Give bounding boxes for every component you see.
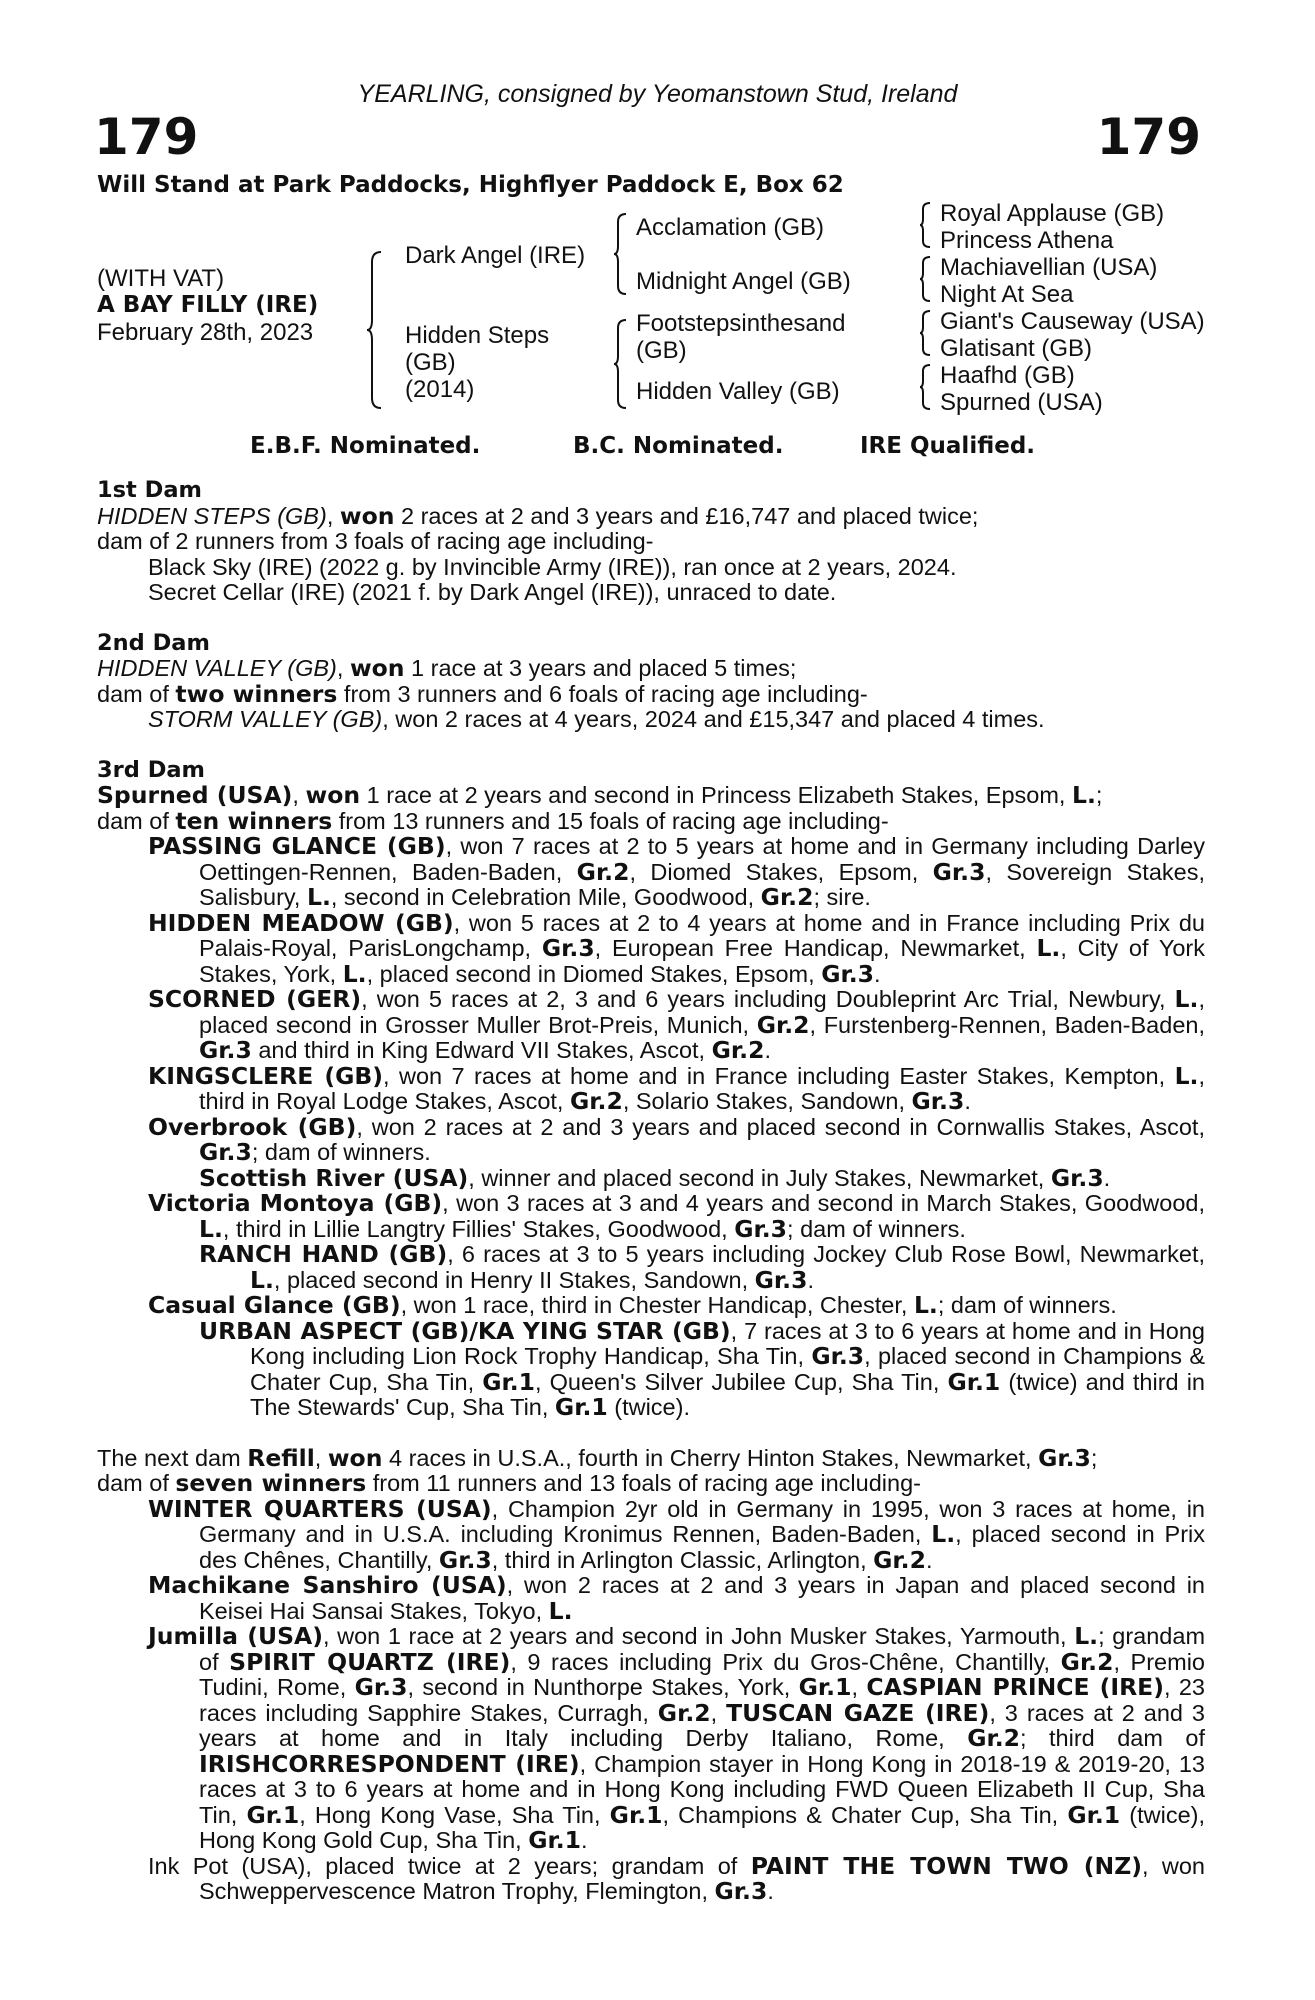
second-dam-section: [97, 631, 1205, 733]
grade-label: Gr.1: [528, 1826, 582, 1854]
grade-label: Gr.3: [714, 1877, 768, 1905]
grade-label: Gr.3: [932, 857, 986, 886]
grade-label: L.: [548, 1596, 573, 1625]
pedigree-brace-g2: [920, 255, 932, 303]
foal-name: STORM VALLEY (GB): [148, 706, 383, 732]
entry-text: , won 7 races at home and in France including Easter Stakes, Kempton,: [383, 1062, 1175, 1089]
entry-text: , placed second in Grosser Muller Brot-Preis, Munich,: [199, 986, 1205, 1038]
entry-text: , won 3 races at 3 and 4 years and second in March Stakes, Goodwood,: [442, 1190, 1205, 1216]
record-text: 1 race at 2 years and second in Princess Elizabeth Stakes, Epsom,: [360, 782, 1072, 808]
progeny-entry: [97, 908, 1205, 988]
entry-text: , 9 races including Prix du Gros-Chêne, Chantilly,: [510, 1648, 1061, 1675]
entry-text: , 3 races at 2 and 3 years at home and in Italy including Derby Italiano, Rome,: [199, 1699, 1205, 1751]
first-dam-record: HIDDEN STEPS (GB), won 2 races at 2 and 3 years and £16,747 and placed twice;: [97, 501, 979, 530]
second-dam-record: HIDDEN VALLEY (GB), won 1 race at 3 years and placed 5 times;: [97, 654, 797, 682]
horse-name: A BAY FILLY (IRE): [97, 292, 319, 318]
entry-text: , European Free Handicap, Newmarket,: [594, 935, 1037, 961]
grade-label: L.: [306, 883, 331, 911]
grade-label: L.: [1174, 985, 1199, 1013]
third-dam-record: Spurned (USA), won 1 race at 2 years and second in Princess Elizabeth Stakes, Epsom, L.;: [97, 781, 1103, 809]
second-dam-heading: 2nd Dam: [97, 629, 210, 656]
grade-label: Gr.3: [199, 1036, 252, 1064]
record-text: ;: [1095, 782, 1103, 808]
intro-text: The next dam: [97, 1444, 248, 1471]
progeny-entry: [97, 1624, 1205, 1854]
progeny-name: PASSING GLANCE (GB): [148, 832, 446, 860]
second-dam-record-text: 1 race at 3 years and placed 5 times;: [404, 655, 797, 681]
grandparent-8: Spurned (USA): [940, 389, 1103, 416]
dam-dam-name: Hidden Valley (GB): [636, 378, 840, 405]
grandparent-3: Machiavellian (USA): [940, 254, 1158, 281]
grade-label: Gr.2: [657, 1698, 711, 1727]
winners-count: two winners: [175, 679, 338, 708]
grade-label: Gr.3: [199, 1138, 252, 1166]
grade-label: L.: [250, 1265, 274, 1294]
entry-text: , third in Royal Lodge Stakes, Ascot,: [199, 1062, 1205, 1114]
entry-text: .: [925, 1546, 933, 1573]
progeny-entry: [97, 1851, 1206, 1905]
record-text: 4 races in U.S.A., fourth in Cherry Hinton Stakes, Newmarket,: [382, 1444, 1039, 1471]
progeny-entry: [97, 1061, 1205, 1115]
dam-sire-line2: (GB): [636, 337, 687, 364]
ebf-nomination: E.B.F. Nominated.: [250, 433, 481, 459]
dam-name-line1: Hidden Steps: [405, 322, 550, 349]
third-dam-produce: [97, 806, 1205, 835]
grandparent-1: Royal Applause (GB): [940, 200, 1165, 227]
entry-text: .: [807, 1266, 814, 1293]
grade-label: Gr.3: [1038, 1443, 1091, 1472]
progeny-name: WINTER QUARTERS (USA): [148, 1494, 492, 1523]
grandprogeny-entry: [97, 1242, 1205, 1293]
first-dam-section: [97, 478, 1205, 606]
entry-text: , winner and placed second in July Stakes, Newmarket,: [468, 1164, 1051, 1191]
entry-text: ,: [851, 1674, 867, 1700]
grandparent-5: Giant's Causeway (USA): [940, 308, 1205, 335]
progeny-name: Machikane Sanshiro (USA): [148, 1571, 507, 1599]
first-dam-produce: dam of 2 runners from 3 foals of racing age including-: [97, 528, 654, 554]
third-dam-section: [97, 758, 1205, 1421]
entry-text: , City of York Stakes, York,: [199, 935, 1205, 987]
grade-label: L.: [1074, 1622, 1099, 1650]
progeny-name: Jumilla (USA): [148, 1622, 323, 1650]
grade-label: Gr.2: [756, 1010, 810, 1039]
first-dam-foal-1: Black Sky (IRE) (2022 g. by Invincible Army (IRE)), ran once at 2 years, 2024.: [148, 553, 957, 580]
grade-label: L.: [931, 1520, 956, 1548]
pedigree-brace-sire: [614, 212, 628, 296]
grade-label: Gr.3: [754, 1265, 808, 1294]
won-label: won: [305, 781, 361, 809]
bc-nomination: B.C. Nominated.: [573, 433, 784, 459]
entry-text: , placed second in Prix des Chênes, Chantilly,: [199, 1521, 1206, 1573]
second-dam-foal-1: [97, 707, 1205, 733]
grade-label: Gr.3: [911, 1087, 965, 1115]
entry-text: , placed second in Champions & Chater Cup, Sha Tin,: [250, 1343, 1205, 1395]
progeny-name: Casual Glance (GB): [148, 1291, 401, 1319]
progeny-name: PAINT THE TOWN TWO (NZ): [750, 1851, 1142, 1880]
progeny-name: TUSCAN GAZE (IRE): [726, 1698, 990, 1727]
progeny-name: SCORNED (GER): [148, 985, 362, 1013]
next-dam-section: [97, 1443, 1206, 1905]
grade-label: Gr.1: [246, 1800, 300, 1829]
progeny-entry: [97, 1573, 1205, 1624]
entry-text: , won 2 races at 2 and 3 years and placed second in Cornwallis Stakes, Ascot,: [356, 1113, 1205, 1140]
grade-label: Gr.2: [873, 1545, 926, 1574]
lot-number-left: 179: [94, 108, 199, 166]
entry-text: ; grandam of: [199, 1623, 1206, 1675]
first-dam-foal-2: Secret Cellar (IRE) (2021 f. by Dark Angel (IRE)), unraced to date.: [148, 579, 837, 605]
entry-text: , Sovereign Stakes, Salisbury,: [199, 858, 1205, 910]
grade-label: Gr.3: [1050, 1163, 1104, 1192]
entry-text: , Champion stayer in Hong Kong in 2018-19 & 2019-20, 13 races at 3 to 6 years at home and in Hong Kong including FWD Queen Elizabeth II Cup, Sha Tin,: [199, 1750, 1206, 1828]
entry-text: , won Schweppervescence Matron Trophy, Flemington,: [199, 1852, 1206, 1904]
consignor-line: YEARLING, consigned by Yeomanstown Stud, Ireland: [357, 80, 958, 108]
entry-text: , second in Celebration Mile, Goodwood,: [330, 884, 761, 910]
grade-label: Gr.2: [967, 1724, 1020, 1752]
grade-label: L.: [342, 959, 367, 988]
progeny-name: Victoria Montoya (GB): [148, 1189, 443, 1217]
sire-name: Dark Angel (IRE): [405, 242, 586, 269]
entry-text: ; dam of winners.: [937, 1292, 1117, 1318]
entry-text: .: [581, 1827, 588, 1853]
progeny-name: KINGSCLERE (GB): [148, 1061, 384, 1090]
won-label: won: [339, 501, 395, 530]
third-dam-heading: 3rd Dam: [97, 756, 205, 783]
grandprogeny-entry: [97, 1163, 1205, 1192]
progeny-entry: [97, 1191, 1205, 1242]
entry-text: ; sire.: [813, 884, 871, 910]
entry-text: .: [767, 1878, 774, 1904]
entry-text: , Champions & Chater Cup, Sha Tin,: [662, 1801, 1068, 1828]
first-dam-name: HIDDEN STEPS (GB): [97, 502, 327, 529]
grade-label: Gr.3: [541, 934, 595, 962]
entry-text: ; dam of winners.: [251, 1139, 431, 1165]
grade-label: Gr.1: [554, 1393, 608, 1421]
entry-text: .: [1103, 1164, 1111, 1191]
pedigree-brace-1: [367, 250, 383, 410]
grade-label: Gr.3: [354, 1673, 408, 1701]
grade-label: Gr.2: [570, 1087, 623, 1115]
lot-number-right: 179: [1096, 108, 1201, 166]
entry-text: , won 5 races at 2, 3 and 6 years including Doubleprint Arc Trial, Newbury,: [361, 986, 1175, 1012]
progeny-entry: [97, 987, 1205, 1064]
produce-text: from 3 runners and 6 foals of racing age including-: [337, 680, 868, 707]
record-text: ;: [1090, 1444, 1098, 1471]
entry-text: , third in Lillie Langtry Fillies' Stakes, Goodwood,: [222, 1215, 735, 1242]
progeny-entry: [97, 834, 1205, 911]
grade-label: Gr.3: [811, 1342, 865, 1370]
grade-label: L.: [1036, 934, 1061, 962]
grade-label: Gr.2: [711, 1036, 765, 1064]
won-label: won: [327, 1443, 383, 1472]
entry-text: .: [764, 1037, 771, 1063]
grandparent-7: Haafhd (GB): [940, 362, 1075, 389]
pedigree-brace-g3: [920, 309, 932, 357]
next-dam-record: The next dam Refill, won 4 races in U.S.A., fourth in Cherry Hinton Stakes, Newmarket, Gr.3;: [97, 1443, 1098, 1472]
second-dam-name: HIDDEN VALLEY (GB): [97, 655, 337, 681]
winners-count: ten winners: [175, 806, 333, 835]
stand-location: Will Stand at Park Paddocks, Highflyer Paddock E, Box 62: [97, 172, 844, 198]
entry-text: , Furstenberg-Rennen, Baden-Baden,: [809, 1011, 1205, 1038]
first-dam-record-text: 2 races at 2 and 3 years and £16,747 and placed twice;: [394, 502, 979, 529]
foal-record: , won 2 races at 4 years, 2024 and £15,347 and placed 4 times.: [382, 706, 1045, 732]
next-dam-produce: [97, 1471, 1205, 1497]
second-dam-produce: [97, 679, 1205, 708]
entry-text: , won 7 races at 2 to 5 years at home and in Germany including Darley Oettingen-Rennen, Baden-Baden,: [199, 833, 1205, 885]
entry-text: , Champion 2yr old in Germany in 1995, won 3 races at home, in Germany and in U.S.A. including Kronimus Rennen, Baden-Baden,: [199, 1495, 1205, 1547]
grade-label: Gr.3: [734, 1214, 788, 1243]
winners-count: seven winners: [175, 1469, 367, 1497]
foaling-date: February 28th, 2023: [97, 319, 314, 346]
entry-text: , 6 races at 3 to 5 years including Jockey Club Rose Bowl, Newmarket,: [447, 1241, 1206, 1267]
grade-label: Gr.3: [438, 1545, 492, 1574]
pedigree-brace-g4: [920, 363, 932, 411]
grade-label: Gr.1: [947, 1367, 1001, 1396]
entry-text: and third in King Edward VII Stakes, Ascot,: [251, 1037, 712, 1063]
progeny-name: Overbrook (GB): [148, 1112, 357, 1141]
ire-qualified: IRE Qualified.: [860, 433, 1036, 459]
entry-text: , 7 races at 3 to 6 years at home and in Hong Kong including Lion Rock Trophy Handicap, Sha Tin,: [250, 1317, 1205, 1369]
grade-label: Gr.3: [821, 959, 874, 988]
entry-text: , Premio Tudini, Rome,: [199, 1648, 1205, 1700]
progeny-name: IRISHCORRESPONDENT (IRE): [199, 1749, 580, 1778]
progeny-entry: [97, 1494, 1206, 1574]
dam-name-line2: (GB): [405, 349, 456, 376]
grade-label: Gr.2: [576, 857, 630, 886]
pedigree-brace-dam: [614, 318, 628, 410]
entry-text: .: [874, 960, 881, 987]
sire-dam-name: Midnight Angel (GB): [636, 268, 851, 295]
entry-text: , second in Nunthorpe Stakes, York,: [407, 1674, 799, 1700]
progeny-name: Scottish River (USA): [199, 1163, 469, 1192]
won-label: won: [349, 654, 405, 682]
progeny-name: URBAN ASPECT (GB)/KA YING STAR (GB): [199, 1316, 731, 1345]
grade-label: Gr.1: [1067, 1800, 1121, 1829]
grade-label: Gr.2: [1060, 1647, 1114, 1676]
grandparent-6: Glatisant (GB): [940, 335, 1093, 362]
produce-text: from 11 runners and 13 foals of racing age including-: [366, 1470, 921, 1496]
entry-text: , third in Arlington Classic, Arlington,: [491, 1546, 874, 1573]
grandparent-2: Princess Athena: [940, 227, 1114, 254]
grade-label: Gr.1: [798, 1673, 852, 1701]
third-dam-name: Spurned (USA): [97, 781, 293, 809]
progeny-name: RANCH HAND (GB): [199, 1240, 448, 1268]
progeny-name: SPIRIT QUARTZ (IRE): [229, 1647, 511, 1676]
grade-label: L.: [1174, 1061, 1199, 1090]
entry-text: .: [964, 1088, 971, 1114]
grade-label: Gr.1: [609, 1800, 663, 1829]
produce-text: dam of: [97, 1470, 176, 1496]
grade-label: L.: [1071, 781, 1096, 809]
grandprogeny-entry: [97, 1316, 1205, 1421]
vat-note: (WITH VAT): [97, 265, 225, 292]
entry-text: , placed second in Henry II Stakes, Sandown,: [273, 1266, 755, 1293]
entry-text: , Hong Kong Vase, Sha Tin,: [299, 1801, 610, 1828]
dam-sire-line1: Footstepsinthesand: [636, 310, 846, 337]
entry-text: , won 5 races at 2 to 4 years at home and in France including Prix du Palais-Royal, ParisLongchamp,: [199, 909, 1205, 961]
entry-text: (twice).: [607, 1394, 690, 1420]
next-dam-name: Refill: [247, 1443, 315, 1472]
first-dam-heading: 1st Dam: [97, 477, 202, 503]
entry-text: , won 1 race at 2 years and second in John Musker Stakes, Yarmouth,: [322, 1623, 1075, 1649]
entry-text: ,: [710, 1699, 727, 1726]
produce-text: dam of: [97, 807, 176, 834]
entry-text: , Solario Stakes, Sandown,: [622, 1088, 912, 1114]
grade-label: Gr.2: [760, 883, 814, 911]
entry-text: (twice) and third in The Stewards' Cup, Sha Tin,: [250, 1368, 1205, 1420]
grandparent-4: Night At Sea: [940, 281, 1074, 308]
entry-text: , 23 races including Sapphire Stakes, Curragh,: [199, 1674, 1206, 1726]
entry-text: , placed second in Diomed Stakes, Epsom,: [366, 960, 822, 987]
grade-label: L.: [199, 1214, 223, 1243]
entry-text: , Diomed Stakes, Epsom,: [629, 858, 933, 885]
entry-text: Ink Pot (USA), placed twice at 2 years; grandam of: [148, 1852, 751, 1879]
entry-text: (twice), Hong Kong Gold Cup, Sha Tin,: [199, 1801, 1206, 1853]
progeny-name: CASPIAN PRINCE (IRE): [866, 1673, 1164, 1701]
grade-label: Gr.1: [482, 1367, 535, 1396]
pedigree-brace-g1: [920, 201, 932, 249]
progeny-entry: [97, 1293, 1205, 1319]
produce-text: from 13 runners and 15 foals of racing age including-: [332, 807, 889, 834]
grade-label: L.: [913, 1291, 938, 1319]
catalogue-body: [97, 478, 1205, 1905]
entry-text: ; dam of winners.: [787, 1215, 966, 1242]
entry-text: , won 1 race, third in Chester Handicap, Chester,: [400, 1292, 914, 1318]
entry-text: , Queen's Silver Jubilee Cup, Sha Tin,: [535, 1368, 948, 1395]
sire-sire-name: Acclamation (GB): [636, 214, 825, 241]
entry-text: , won 2 races at 2 and 3 years in Japan and placed second in Keisei Hai Sansai Stakes, Tokyo,: [199, 1572, 1205, 1624]
dam-name-line3: (2014): [405, 376, 475, 403]
progeny-entry: [97, 1112, 1205, 1166]
entry-text: ; third dam of: [1020, 1725, 1205, 1751]
progeny-name: HIDDEN MEADOW (GB): [148, 908, 454, 937]
produce-text: dam of: [97, 680, 176, 707]
